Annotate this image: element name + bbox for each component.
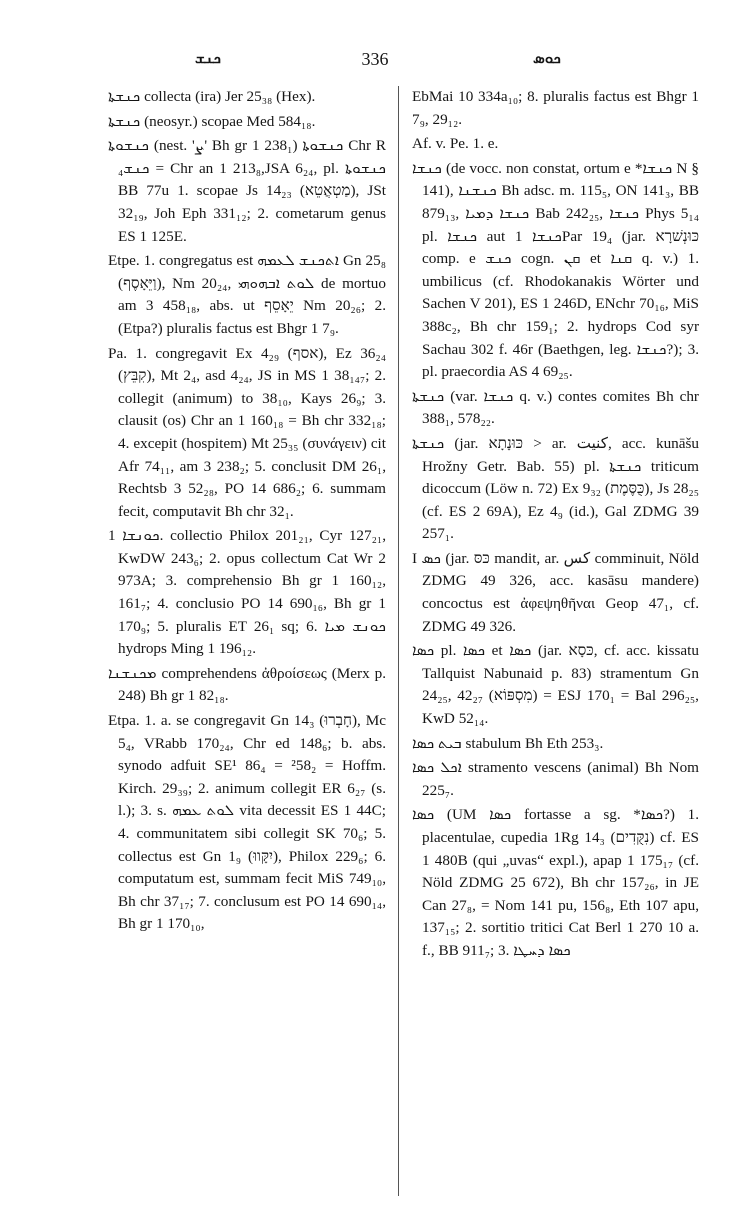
dictionary-entry: ܐܟܠ ܟܣܐ stramento vescens (animal) Bh Nom 225₇. xyxy=(412,759,699,799)
dictionary-entry: ܟܣܐ (UM ܟܣܐ fortasse a sg. *ܟܣܐ?) 1. placentulae, cupedia 1Rg 14₃ (נִקֻּדִים) cf. ES 1 480B (qui „uvas“ expl.), apap 1 175₁₇ (cf. Nöld ZDMG 25 672), Bh chr 157₂₆, in JE Can 27₈, = Nom 141 pu, 156₈, Eth 107 apu, 137₁₅; 2. sortitio tritici Cat Berl 1 270 10 a. f., BB 911₇; 3. ܟܣܐ ܕܚܛܐ xyxy=(412,806,699,959)
dictionary-entry: ܟܢܫܬܐ (jar. כּוּנָתָא > ar. كنيت, acc. kunāšu Hrožny Getr. Bab. 55) pl. ܟܢܫܬܐ triticum dicoccum (Löw n. 72) Ex 9₃₂ (כֻּסֶּמֶת), Js 28₂₅ (cf. ES 2 69A), Ez 4₉ (id.), Gal ZDMG 39 257₁. xyxy=(412,434,700,543)
page-number: 336 xyxy=(361,49,389,69)
dictionary-entry: Etpa. 1. a. se congregavit Gn 14₃ (חָבְרוּ), Mc 5₄, VRabb 170₂₄, Chr ed 148₆; b. abs. synodo adfuit SE¹ 86₄ = ²58₂ = Hoffm. Kirch. 29₃₉; 2. animum collegit ER 6₂₇ (s. l.); 3. s. ܠܘܬ ܥܡܗ vita decessit ES 1 44C; 4. communitatem sibi collegit SK 70₆; 5. collectus est Gn 1₉ (יִקָּווּ), Philox 229₆; 6. computatum est, summam fecit MiS 749₁₀, Bh chr 37₁₇; 7. conclusum est PO 14 690₁₄, Bh gr 1 170₁₀, xyxy=(108,712,386,933)
dictionary-entry: ܟܢܫܬܐ (neosyr.) scopae Med 584₁₈. xyxy=(108,112,316,130)
dictionary-entry: Etpe. 1. congregatus est ܐܬܟܢܫ ܠܥܡܗ Gn 25₈ (וַיֵּאָסֶף), Nm 20₂₄, ܠܘܬ ܐܒܗܘܗܝ de mortuo am 3 458₁₈, abs. ut יֵאָסֵף Nm 20₂₆; 2. (Etpa?) pluralis factus est Bhgr 1 7₉. xyxy=(108,252,387,337)
dictionary-entry: ܒܝܬ ܟܣܐ stabulum Bh Eth 253₃. xyxy=(412,734,604,752)
dictionary-entry: ܟܣܐ pl. ܟܣܐ et ܟܣܐ (jar. כּסָא, cf. acc. kissatu Tallquist Nabunaid p. 83) stramentum Gn 24₂₅, 42₂₇ (מִסְפּוֹא) = ESJ 170₁ = Bal 296₂₅, KwD 52₁₄. xyxy=(412,642,699,728)
dictionary-entry: ܟܢܫܬܐ collecta (ira) Jer 25₃₈ (Hex). xyxy=(108,88,316,105)
dictionary-entry: ܡܟܢܫܢܐ comprehendens ἀθροίσεως (Merx p. 248) Bh gr 1 82₁₈. xyxy=(108,664,386,705)
dictionary-entry: ܟܢܫܐ (de vocc. non constat, ortum e *ܟܢܫܐ N § 141), ܟܢܫܢܐ Bh adsc. m. 115₅, ON 141₃, BB 879₁₃, ܟܢܫܐ ܕܡܝܐ Bab 242₂₅, ܟܢܫܐ Phys 5₁₄ pl. ܟܢܫܐ aut ܟܢܫܐ 1Par 19₄ (jar. כּוּנְשׁרָא comp. e ܟܢܫ cogn. ܩܢ et ܩܢܐ q. v.) 1. umbilicus (cf. Rhodokanakis Wörter und Sachen V 201), ES 1 246D, ENchr 70₁₆, MiS 388c₂, Bh chr 159₁; 2. hydrops Cod syr Sachau 302 f. 46r (Baethgen, leg. ܟܢܫܐ?); 3. pl. praecordia AS 4 69₂₅. xyxy=(412,159,700,381)
dictionary-entry: Pa. 1. congregavit Ex 4₂₉ (אסף), Ez 36₂₄ (קִבֵּץ), Mt 2₄, asd 4₂₄, JS in MS 1 38₁₄₇; 2. collegit (animum) to 38₁₀, Kays 26₉; 3. clausit (os) Chr an 1 160₁₈ = Bh chr 332₁₈; 4. excepit (hospitem) Mt 25₃₅ (συνάγειν) cit Afr 74₁₁, am 3 238₂; 5. conclusit DM 26₁, Rechtsb 3 52₂₈, PO 14 686₂; 6. summam fecit, computavit Bh chr 32₁. xyxy=(108,344,386,520)
column-divider xyxy=(398,86,399,1196)
header-left-keyword: ܟܢܫ xyxy=(195,49,221,67)
dictionary-entry: ܟܘܢܫܐ 1. collectio Philox 201₂₁, Cyr 127₂₁, KwDW 243₆; 2. opus collectum Cat Wr 2 973A; 3. comprehensio Bh gr 1 160₁₂, 161₇; 4. conclusio PO 14 690₁₆, Bh gr 1 170₉; 5. pluralis ET 26₁ sq; 6. ܟܘܢܫ ܡܝܐ hydrops Ming 1 196₁₂. xyxy=(108,527,386,658)
dictionary-entry: ܟܢܫܬܐ (var. ܟܢܫܐ q. v.) contes comites Bh chr 388₁, 578₂₂. xyxy=(412,387,699,428)
dictionary-entry: Af. v. Pe. 1. e. xyxy=(412,135,499,153)
dictionary-entry-continued: EbMai 10 334a₁₀; 8. pluralis factus est Bhgr 1 7₉, 29₁₂. xyxy=(412,88,699,128)
header-right-keyword: ܟܘܣ xyxy=(533,49,561,67)
page-header xyxy=(0,49,750,79)
dictionary-entry: ܟܢܫܘܬܐ (nest. 'ܨ' Bh gr 1 238₁) ܟܢܫܘܬܐ Chr R ܟܢܫ₄ = Chr an 1 213₈,JSA 6₂₄, pl. ܟܢܫܘܬܐ BB 77u 1. scopae Js 14₂₃ (מַטְאֲטֵא), JSt 32₁₉, Joh Eph 331₁₂; 2. cometarum genus ES 1 125E. xyxy=(108,137,386,245)
left-column xyxy=(108,86,386,938)
dictionary-entry: I ܟܣ (jar. כּסּ mandit, ar. كس comminuit, Nöld ZDMG 49 326, acc. kasāsu mandere) concoctus est ἀφεψηθῆναι Geop 47₁, cf. ZDMG 49 326. xyxy=(412,549,699,635)
right-column xyxy=(412,86,699,965)
